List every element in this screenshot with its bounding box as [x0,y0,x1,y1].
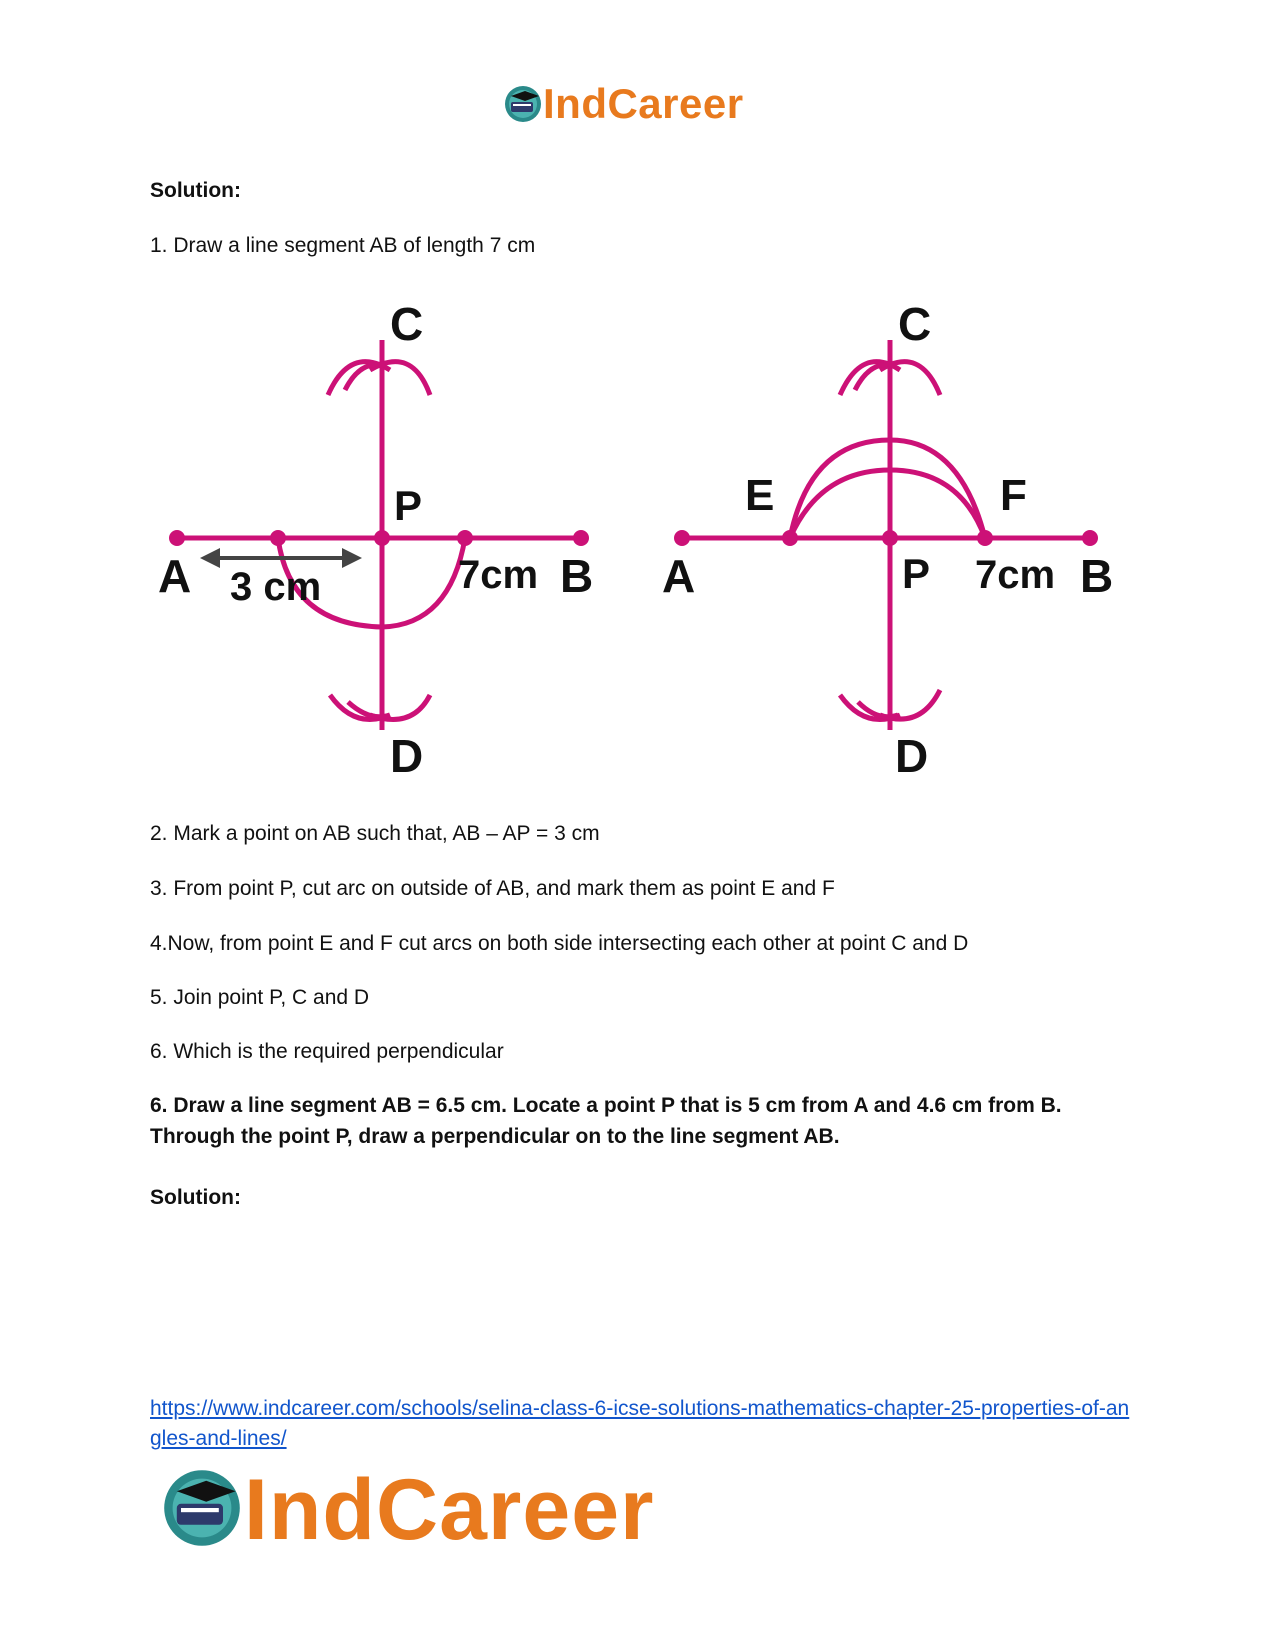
solution-heading-2: Solution: [150,1186,241,1209]
left-measure-7cm: 7cm [458,553,539,597]
right-point-b [1082,530,1098,546]
right-label-b: B [1080,550,1114,602]
step-2: 2. Mark a point on AB such that, AB – AP = 3 cm [150,822,600,845]
right-label-c: C [898,298,932,350]
globe-logo-icon [503,84,543,124]
right-point-a [674,530,690,546]
right-label-f: F [1000,471,1027,520]
left-label-a: A [158,550,192,602]
right-label-d: D [895,730,929,782]
footer-logo [160,1460,720,1560]
header-brand: IndCareer [543,80,744,127]
left-point-arc [457,530,473,546]
right-point-e [782,530,798,546]
left-label-b: B [560,550,594,602]
right-measure-7cm: 7cm [975,553,1056,597]
solution-heading-1: Solution: [150,179,241,202]
right-point-f [977,530,993,546]
left-point-a [169,530,185,546]
right-label-e: E [745,471,775,520]
step-6: 6. Which is the required perpendicular [150,1040,504,1063]
left-label-d: D [390,730,424,782]
left-point-b [573,530,589,546]
right-label-p: P [902,550,931,597]
step-3: 3. From point P, cut arc on outside of AB, and mark them as point E and F [150,877,835,900]
source-url-link[interactable]: https://www.indcareer.com/schools/selina-class-6-icse-solutions-mathematics-chapter-25-properties-of-angles-and-lines/ [150,1397,1130,1450]
left-point-p [374,530,390,546]
globe-logo-icon [160,1466,244,1550]
left-label-p: P [394,482,423,529]
step-4: 4.Now, from point E and F cut arcs on both side intersecting each other at point C and D [150,932,969,955]
footer-brand: IndCareer [244,1462,655,1558]
left-point-3cm [270,530,286,546]
step-5: 5. Join point P, C and D [150,986,370,1009]
question-6: 6. Draw a line segment AB = 6.5 cm. Locate a point P that is 5 cm from A and 4.6 cm from B. Through the point P, draw a perpendicular on to the line segment AB. [150,1094,1062,1148]
left-measure-3cm: 3 cm [230,565,322,609]
right-label-a: A [662,550,696,602]
construction-figure [150,290,1130,790]
right-point-p [882,530,898,546]
step-1: 1. Draw a line segment AB of length 7 cm [150,234,536,257]
header-logo [503,80,783,128]
left-label-c: C [390,298,424,350]
